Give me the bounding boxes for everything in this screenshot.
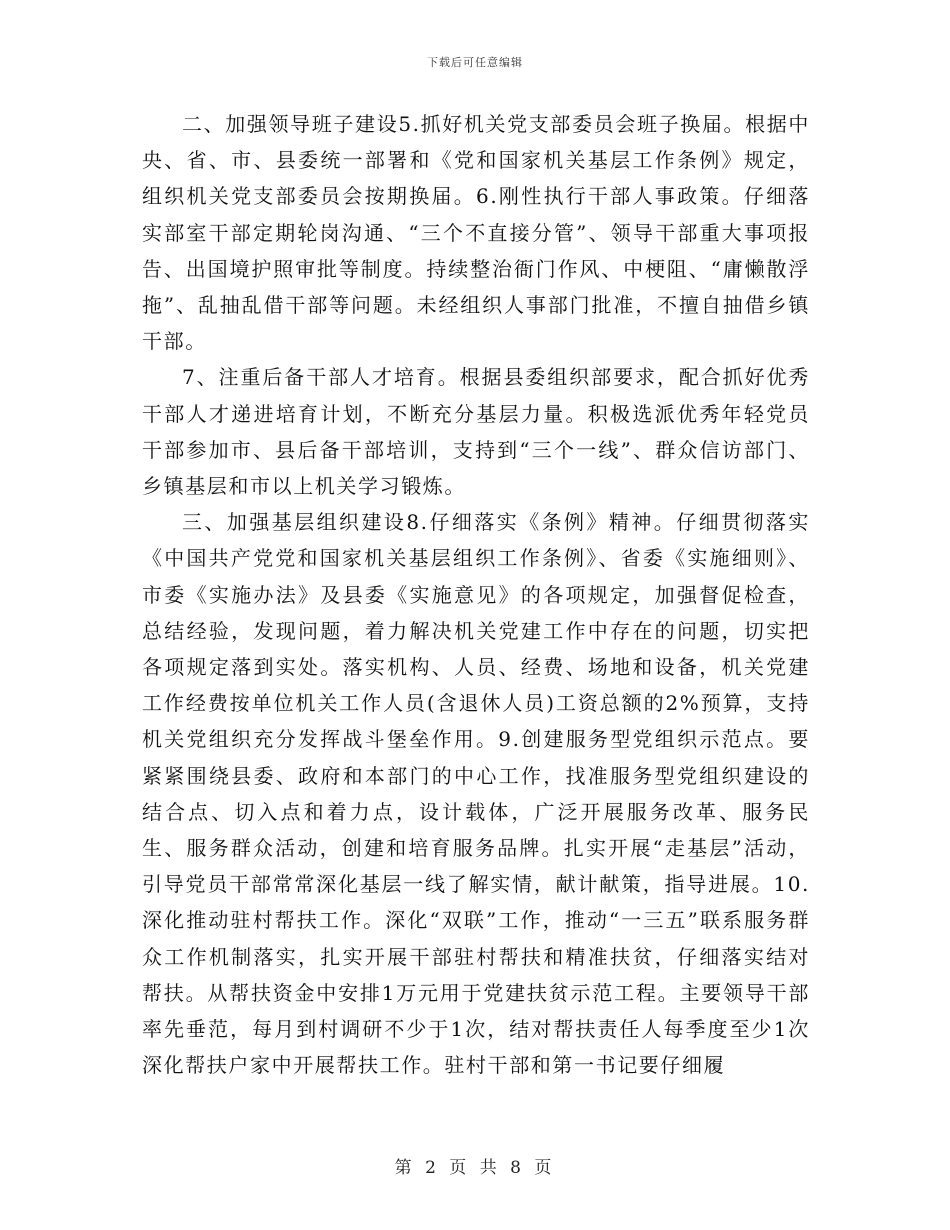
paragraph-leadership: 二、加强领导班子建设5.抓好机关党支部委员会班子换届。根据中央、省、市、县委统一部署和《党和国家机关基层工作条例》规定，组织机关党支部委员会按期换届。6.刚性执行干部人事政策。仔细落实部室干部定期轮岗沟通、“三个不直接分管”、领导干部重大事项报告、出国境护照审批等制度。持续整治衙门作风、中梗阻、“庸懒散浮拖”、乱抽乱借干部等问题。未经组织人事部门批准，不擅自抽借乡镇干部。: [142, 112, 810, 354]
header-note: 下载后可任意编辑: [427, 56, 523, 69]
paragraph-reserve-cadres: 7、注重后备干部人才培育。根据县委组织部要求，配合抓好优秀干部人才递进培育计划，不断充分基层力量。积极选派优秀年轻党员干部参加市、县后备干部培训，支持到“三个一线”、群众信访部门、乡镇基层和市以上机关学习锻炼。: [142, 365, 810, 499]
page-number-footer: 第 2 页 共 8 页: [394, 1158, 556, 1178]
document-body: [142, 106, 810, 1083]
paragraph-grassroots: 三、加强基层组织建设8.仔细落实《条例》精神。仔细贯彻落实《中国共产党党和国家机关基层组织工作条例》、省委《实施细则》、市委《实施办法》及县委《实施意见》的各项规定，加强督促检查，总结经验，发现问题，着力解决机关党建工作中存在的问题，切实把各项规定落到实处。落实机构、人员、经费、场地和设备，机关党建工作经费按单位机关工作人员(含退休人员)工资总额的2%预算，支持机关党组织充分发挥战斗堡垒作用。9.创建服务型党组织示范点。要紧紧围绕县委、政府和本部门的中心工作，找准服务型党组织建设的结合点、切入点和着力点，设计载体，广泛开展服务改革、服务民生、服务群众活动，创建和培育服务品牌。扎实开展“走基层”活动，引导党员干部常常深化基层一线了解实情，献计献策，指导进展。10.深化推动驻村帮扶工作。深化“双联”工作，推动“一三五”联系服务群众工作机制落实，扎实开展干部驻村帮扶和精准扶贫，仔细落实结对帮扶。从帮扶资金中安排1万元用于党建扶贫示范工程。主要领导干部率先垂范，每月到村调研不少于1次，结对帮扶责任人每季度至少1次深化帮扶户家中开展帮扶工作。驻村干部和第一书记要仔细履: [142, 510, 810, 1078]
